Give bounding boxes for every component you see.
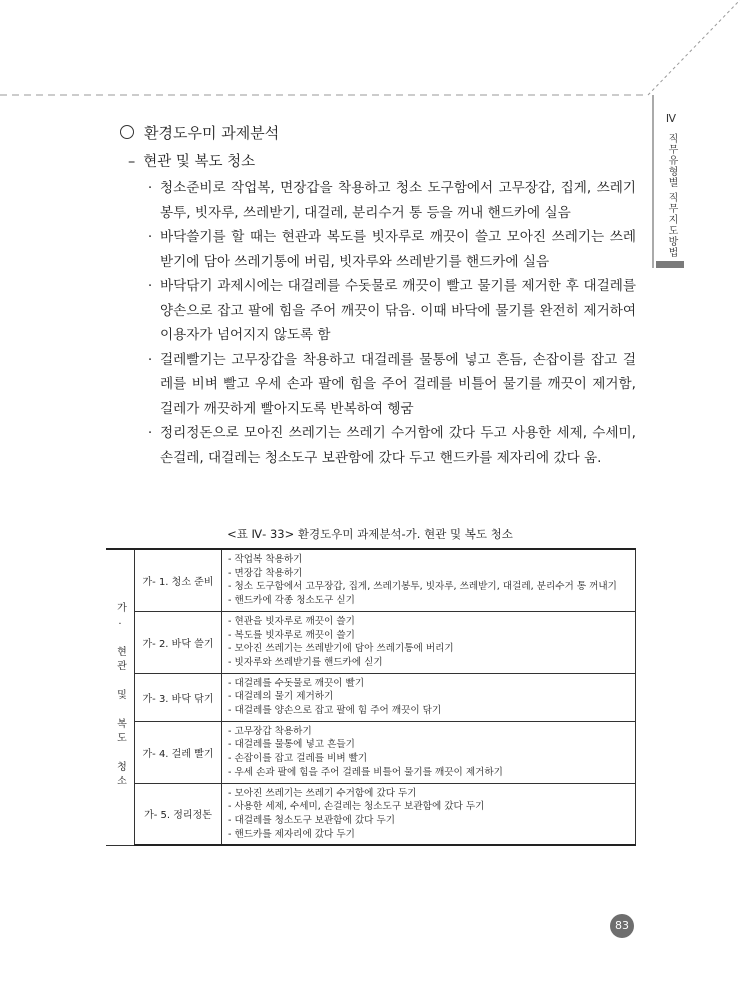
step-item: - 고무장갑 착용하기 [228, 725, 629, 739]
step-item: - 작업복 착용하기 [228, 553, 629, 567]
step-name: 가- 2. 바닥 쓸기 [135, 611, 222, 673]
step-name: 가- 4. 걸레 빨기 [135, 721, 222, 783]
step-item: - 대걸레를 수돗물로 깨끗이 빨기 [228, 677, 629, 691]
table-row [106, 721, 636, 783]
section-title [120, 122, 279, 143]
step-item: - 모아진 쓰레기는 쓰레받기에 담아 쓰레기통에 버리기 [228, 642, 629, 656]
section-title-text: 환경도우미 과제분석 [144, 124, 280, 142]
table-row [106, 783, 636, 845]
table-row [106, 611, 636, 673]
step-item: - 대걸레를 물통에 넣고 흔들기 [228, 738, 629, 752]
chapter-marker-bar [656, 261, 684, 268]
bullet-list [140, 176, 636, 470]
step-item: - 핸드카를 제자리에 갔다 두기 [228, 828, 629, 842]
list-item: · 정리정돈으로 모아진 쓰레기는 쓰레기 수거함에 갔다 두고 사용한 세제, 수세미, 손걸레, 대걸레는 청소도구 보관함에 갔다 두고 핸드카를 제자리에 갔다 움. [147, 425, 636, 466]
step-item: - 손잡이를 잡고 걸레를 비벼 빨기 [228, 752, 629, 766]
chapter-label: 직무유형별 직무지도방법 [666, 133, 677, 259]
circle-bullet-icon [120, 125, 134, 139]
step-items [222, 721, 636, 783]
step-items [222, 783, 636, 845]
step-name: 가- 3. 바닥 닦기 [135, 673, 222, 721]
chapter-side-tab [658, 112, 684, 258]
step-name: 가- 1. 청소 준비 [135, 549, 222, 611]
chapter-number: Ⅳ [665, 112, 677, 125]
table-caption: <표 Ⅳ- 33> 환경도우미 과제분석-가. 현관 및 복도 청소 [227, 527, 513, 541]
step-name: 가- 5. 정리정돈 [135, 783, 222, 845]
task-analysis-table [106, 548, 636, 846]
group-cell [106, 549, 135, 845]
list-item: · 바닥쓸기를 할 때는 현관과 복도를 빗자루로 깨끗이 쓸고 모아진 쓰레기는 쓰레받기에 담아 쓰레기통에 버림, 빗자루와 쓰레받기를 핸드카에 실음 [147, 229, 636, 270]
step-item: - 모아진 쓰레기는 쓰레기 수거함에 갔다 두기 [228, 787, 629, 801]
step-item: - 복도를 빗자루로 깨끗이 쓸기 [228, 629, 629, 643]
step-item: - 대걸레의 물기 제거하기 [228, 690, 629, 704]
step-item: - 대걸레를 양손으로 잡고 팔에 힘 주어 깨끗이 닦기 [228, 704, 629, 718]
step-item: - 핸드카에 각종 청소도구 싣기 [228, 594, 629, 608]
subsection-title-text: 현관 및 복도 청소 [143, 154, 256, 170]
step-item: - 청소 도구함에서 고무장갑, 집게, 쓰레기봉투, 빗자루, 쓰레받기, 대걸레, 분리수거 통 꺼내기 [228, 580, 629, 594]
step-items [222, 611, 636, 673]
step-item: - 대걸레를 청소도구 보관함에 갔다 두기 [228, 814, 629, 828]
subsection-title: – 현관 및 복도 청소 [128, 154, 256, 170]
step-item: - 면장갑 착용하기 [228, 567, 629, 581]
step-items [222, 549, 636, 611]
step-item: - 빗자루와 쓰레받기를 핸드카에 싣기 [228, 656, 629, 670]
step-item: - 현관을 빗자루로 깨끗이 쓸기 [228, 615, 629, 629]
list-item: · 바닥닦기 과제시에는 대걸레를 수돗물로 깨끗이 빨고 물기를 제거한 후 대걸레를 양손으로 잡고 팔에 힘을 주어 깨끗이 닦음. 이때 바닥에 물기를 완전히 제거하여 이용자가 넘어지지 않도록 함 [147, 278, 636, 343]
table-row [106, 673, 636, 721]
list-item: · 청소준비로 작업복, 면장갑을 착용하고 청소 도구함에서 고무장갑, 집게, 쓰레기봉투, 빗자루, 쓰레받기, 대걸레, 분리수거 통 등을 꺼내 핸드카에 실음 [147, 180, 636, 221]
page-number: 83 [610, 914, 634, 938]
list-item: · 걸레빨기는 고무장갑을 착용하고 대걸레를 물통에 넣고 흔듬, 손잡이를 잡고 걸레를 비벼 빨고 우세 손과 팔에 힘을 주어 걸레를 비틀어 물기를 깨끗이 제거함, 걸레가 깨끗하게 빨아지도록 반복하여 헹굼 [147, 351, 636, 417]
step-item: - 사용한 세제, 수세미, 손걸레는 청소도구 보관함에 갔다 두기 [228, 800, 629, 814]
step-item: - 우세 손과 팔에 힘을 주어 걸레를 비틀어 물기를 깨끗이 제거하기 [228, 766, 629, 780]
step-items [222, 673, 636, 721]
table-row [106, 549, 636, 611]
group-label: 가. 현관 및 복도 청소 [114, 602, 126, 790]
